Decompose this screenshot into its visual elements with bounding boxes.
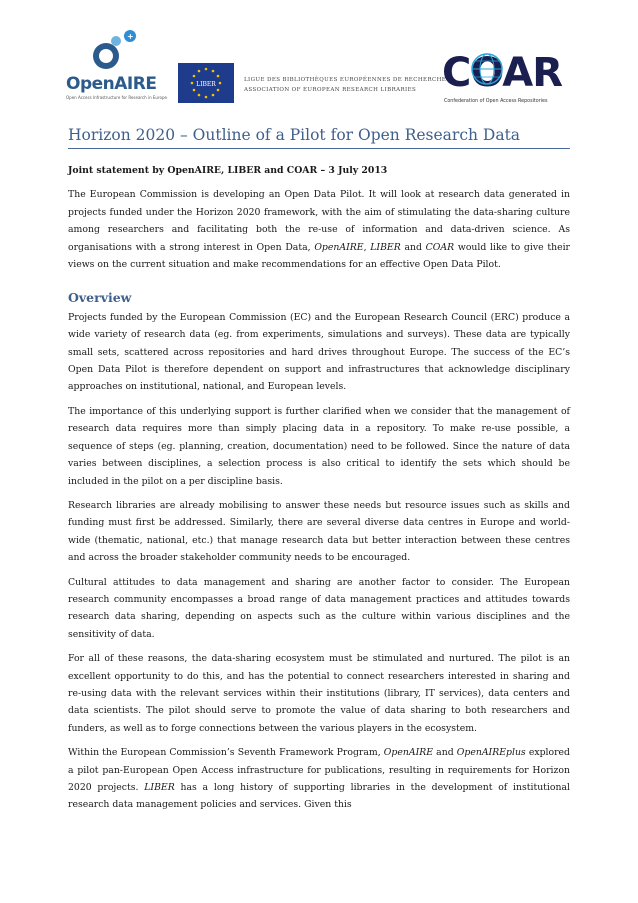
intro-paragraph: The European Commission is developing an Open Data Pilot. It will look at research data generated in projects funded under the Horizon 2020 framework, with the aim of stimulating the data-sharing culture among researchers and facilitating both the re-use of information and data-driven science. As organisations with a strong interest in Open Data, OpenAIRE, LIBER and COAR would like to give their views on the current situation and make recommendations for an effective Open Data Pilot. <box>68 189 570 271</box>
liber-line-2: ASSOCIATION OF EUROPEAN RESEARCH LIBRARIES <box>244 87 417 93</box>
liber-name <box>244 75 446 95</box>
liber-flag-text: LIBER <box>196 81 216 88</box>
coar-mention: COAR <box>425 241 455 253</box>
document-body <box>68 162 570 821</box>
liber-mention: LIBER <box>144 782 175 793</box>
openaireplus-mention: OpenAIREplus <box>456 747 526 759</box>
openaire-mention: OpenAIRE <box>383 747 434 759</box>
openaire-tagline: Open Access Infrastructure for Research in Europe <box>66 95 167 100</box>
logo-banner <box>66 30 572 110</box>
overview-paragraph-6: Within the European Commission’s Seventh Framework Program, OpenAIRE and OpenAIREplus explored a pilot pan-European Open Access infrastructure for publications, resulting in requirements for Horizon 2020 projects. LIBER has a long history of supporting libraries in the development of institutional research data management policies and services. Given this <box>68 747 570 811</box>
overview-paragraph-1: Projects funded by the European Commission (EC) and the European Research Council (ERC) produce a wide variety of research data (eg. from experiments, simulations and surveys). These data are typically small sets, scattered across repositories and hard drives throughout Europe. The success of the EC’s Open Data Pilot is therefore dependent on support and infrastructures that acknowledge disciplinary approaches on institutional, national, and European levels. <box>68 311 570 393</box>
openaire-mention: OpenAIRE <box>314 241 364 253</box>
document-title: Horizon 2020 – Outline of a Pilot for Open Research Data <box>68 126 521 144</box>
coar-tagline: Confederation of Open Access Repositories <box>444 99 548 104</box>
overview-paragraph-4: Cultural attitudes to data management and sharing are another factor to consider. The European research community encompasses a broad range of data management practices and attitudes towards research data sharing, depending on aspects such as the culture within various disciplines and the sensitivity of data. <box>68 576 570 640</box>
liber-flag-logo <box>178 63 234 103</box>
joint-statement-line: Joint statement by OpenAIRE, LIBER and COAR – 3 July 2013 <box>68 165 388 176</box>
openaire-name: OpenAIRE <box>66 74 157 94</box>
overview-heading: Overview <box>68 290 132 306</box>
liber-mention: LIBER <box>370 241 401 253</box>
overview-paragraph-3: Research libraries are already mobilising to answer these needs but resource issues such as skills and funding must first be addressed. Similarly, there are several diverse data centres in Europe and world-wide (thematic, national, etc.) that manage research data but better interaction between these centres and across the broader stakeholder community needs to be encouraged. <box>68 499 570 564</box>
overview-paragraph-2: The importance of this underlying support is further clarified when we consider that the management of research data requires more than simply placing data in a repository. To make re-use possible, a sequence of steps (eg. planning, creation, documentation) need to be followed. Since the nature of data varies between disciplines, a selection process is also critical to identify the sets which should be included in the pilot on a per discipline basis. <box>68 405 570 487</box>
coar-logo-wordmark: COAR <box>442 50 563 96</box>
liber-line-1: LIGUE DES BIBLIOTHÈQUES EUROPÉENNES DE RECHERCHE <box>244 77 447 83</box>
liber-stars-icon <box>178 63 234 103</box>
svg-text:+: + <box>127 32 134 41</box>
overview-paragraph-5: For all of these reasons, the data-sharing ecosystem must be stimulated and nurtured. The pilot is an excellent opportunity to do this, and has the potential to connect researchers interested in sharing and re-using data with the relevant services within their institutions (library, IT services), data centers and data scientists. The pilot should serve to promote the value of data sharing to both researchers and funders, as well as to forge connections between the various players in the ecosystem. <box>68 653 570 734</box>
openaire-mark-icon <box>66 30 166 76</box>
openaire-logo <box>66 30 166 108</box>
title-divider <box>68 148 570 149</box>
coar-globe-icon <box>470 52 504 86</box>
